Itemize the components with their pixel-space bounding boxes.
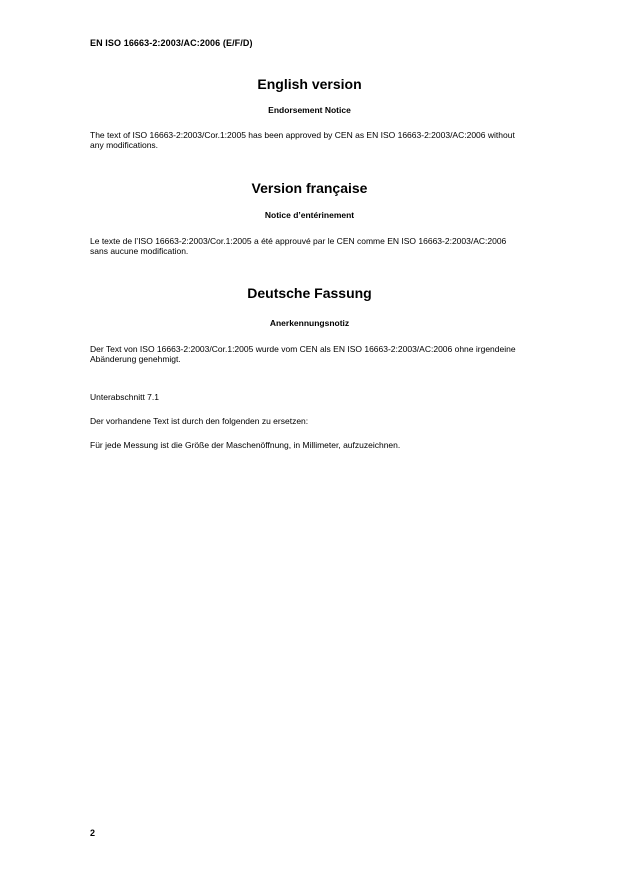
german-version-title: Deutsche Fassung [247, 285, 372, 301]
replacement-text: Für jede Messung ist die Größe der Maschenöffnung, in Millimeter, aufzuzeichnen. [90, 440, 401, 450]
amended-clause-heading: Unterabschnitt 7.1 [90, 392, 159, 402]
german-notice-title: Anerkennungsnotiz [269, 318, 350, 328]
english-endorsement-text: The text of ISO 16663-2:2003/Cor.1:2005 has been approved by CEN as EN ISO 16663-2:2003/AC:2006 without any modifications. [90, 130, 515, 150]
french-notice-title: Notice d’entérinement [264, 210, 355, 220]
amendment-instruction: Der vorhandene Text ist durch den folgenden zu ersetzen: [90, 416, 309, 426]
endorsement-notice-title: Endorsement Notice [268, 105, 351, 115]
french-version-title: Version française [251, 180, 368, 196]
french-endorsement-text: Le texte de l’ISO 16663-2:2003/Cor.1:2005 a été approuvé par le CEN comme EN ISO 16663-2:2003/AC:2006 sans aucune modification. [90, 236, 507, 256]
page-number: 2 [90, 828, 96, 838]
german-endorsement-text: Der Text von ISO 16663-2:2003/Cor.1:2005 wurde vom CEN als EN ISO 16663-2:2003/AC:2006 ohne irgendeine Abänderung genehmigt. [90, 344, 516, 364]
english-version-title: English version [257, 76, 362, 92]
document-header: EN ISO 16663-2:2003/AC:2006 (E/F/D) [90, 38, 253, 48]
